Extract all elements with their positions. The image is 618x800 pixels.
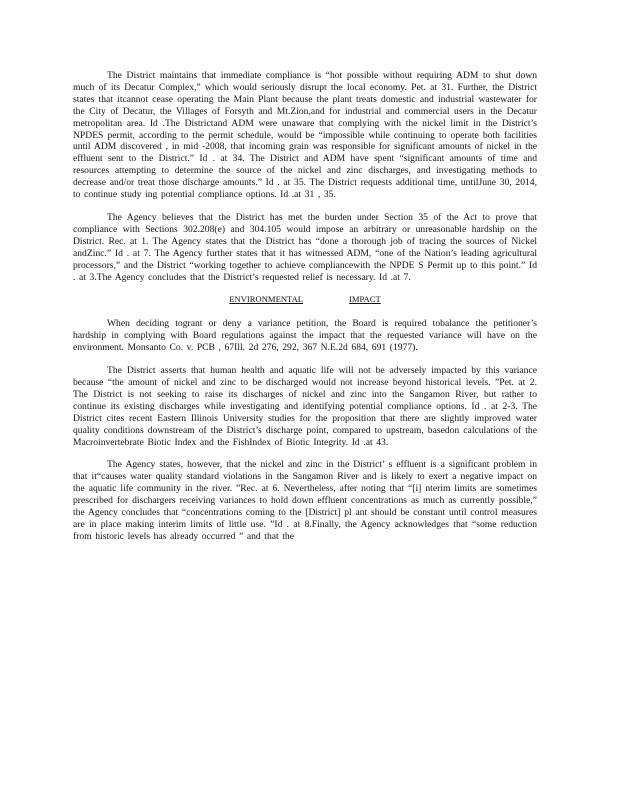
- document-page: [73, 70, 537, 554]
- section-heading-word-impact: IMPACT: [349, 294, 381, 305]
- section-heading-environmental-impact: [73, 294, 537, 304]
- paragraph-variance-standard: When deciding togrant or deny a variance petition, the Board is required tobalance the petitioner’s hardship in complying with Board regulations against the impact that the requested variance will have on the environment. Monsanto Co. v. PCB , 67Ill. 2d 276, 292, 367 N.E.2d 684, 691 (1977).: [73, 318, 537, 354]
- paragraph-agency-belief: The Agency believes that the District has met the burden under Section 35 of the Act to prove that compliance with Sections 302.208(e) and 304.105 would impose an arbitrary or unreasonable hardship on the District. Rec. at 1. The Agency states that the District has “done a thorough job of tracing the sources of Nickel andZinc.” Id . at 7. The Agency further states that it has witnessed ADM, “one of the Nation’s leading agricultural processors,” and the District “working together to achieve compliancewith the NPDE S Permit up to this point.” Id . at 3.The Agency concludes that the District’s requested relief is necessary. Id .at 7.: [73, 211, 537, 283]
- paragraph-district-assertion: The District asserts that human health and aquatic life will not be adversely impacted by this variance because “the amount of nickel and zinc to be discharged would not increase beyond historical levels. ”Pet. at 2. The District is not seeking to raise its discharges of nickel and zinc into the Sangamon River, but rather to continue its existing discharges while investigating and identifying potential compliance options. Id . at 2-3. The District cites recent Eastern Illinois University studies for the proposition that there are slightly improved water quality conditions downstream of the District’s discharge point, compared to upstream, basedon calculations of the Macroinvertebrate Biotic Index and the FishIndex of Biotic Integrity. Id .at 43.: [73, 365, 537, 448]
- section-heading-word-environmental: ENVIRONMENTAL: [229, 294, 304, 305]
- paragraph-agency-statement: The Agency states, however, that the nickel and zinc in the District’ s effluent is a significant problem in that it“causes water quality standard violations in the Sangamon River and is likely to exert a negative impact on the aquatic life community in the river. ”Rec. at 6. Nevertheless, after noting that “[i] nterim limits are sometimes prescribed for dischargers receiving variances to hold down effluent concentrations as much as currently possible,” the Agency concludes that “concentrations coming to the [District] pl ant should be constant until control measures are in place making interim limits of little use. ”Id . at 8.Finally, the Agency acknowledges that “some reduction from historic levels has already occurred ” and that the: [73, 459, 537, 542]
- paragraph-district-compliance: The District maintains that immediate compliance is “hot possible without requiring ADM to shut down much of its Decatur Complex,” which would seriously disrupt the local economy. Pet. at 31. Further, the District states that itcannot cease operating the Main Plant because the plant treats domestic and industrial wastewater for the City of Decatur, the Villages of Forsyth and Mt.Zion,and for industrial and commercial users in the Decatur metropolitan area. Id .The Districtand ADM were unaware that complying with the nickel limit in the District’s NPDES permit, according to the permit schedule, would be “impossible while continuing to operate both facilities until ADM discovered , in mid -2008, that incoming grain was responsible for significant amounts of nickel in the effluent sent to the District.” Id . at 34. The District and ADM have spent “significant amounts of time and resources attempting to determine the source of the nickel and zinc discharges, and investigating methods to decrease and/or treat those discharge amounts.” Id . at 35. The District requests additional time, untilJune 30, 2014, to continue study ing potential compliance options. Id .at 31 , 35.: [73, 70, 537, 201]
